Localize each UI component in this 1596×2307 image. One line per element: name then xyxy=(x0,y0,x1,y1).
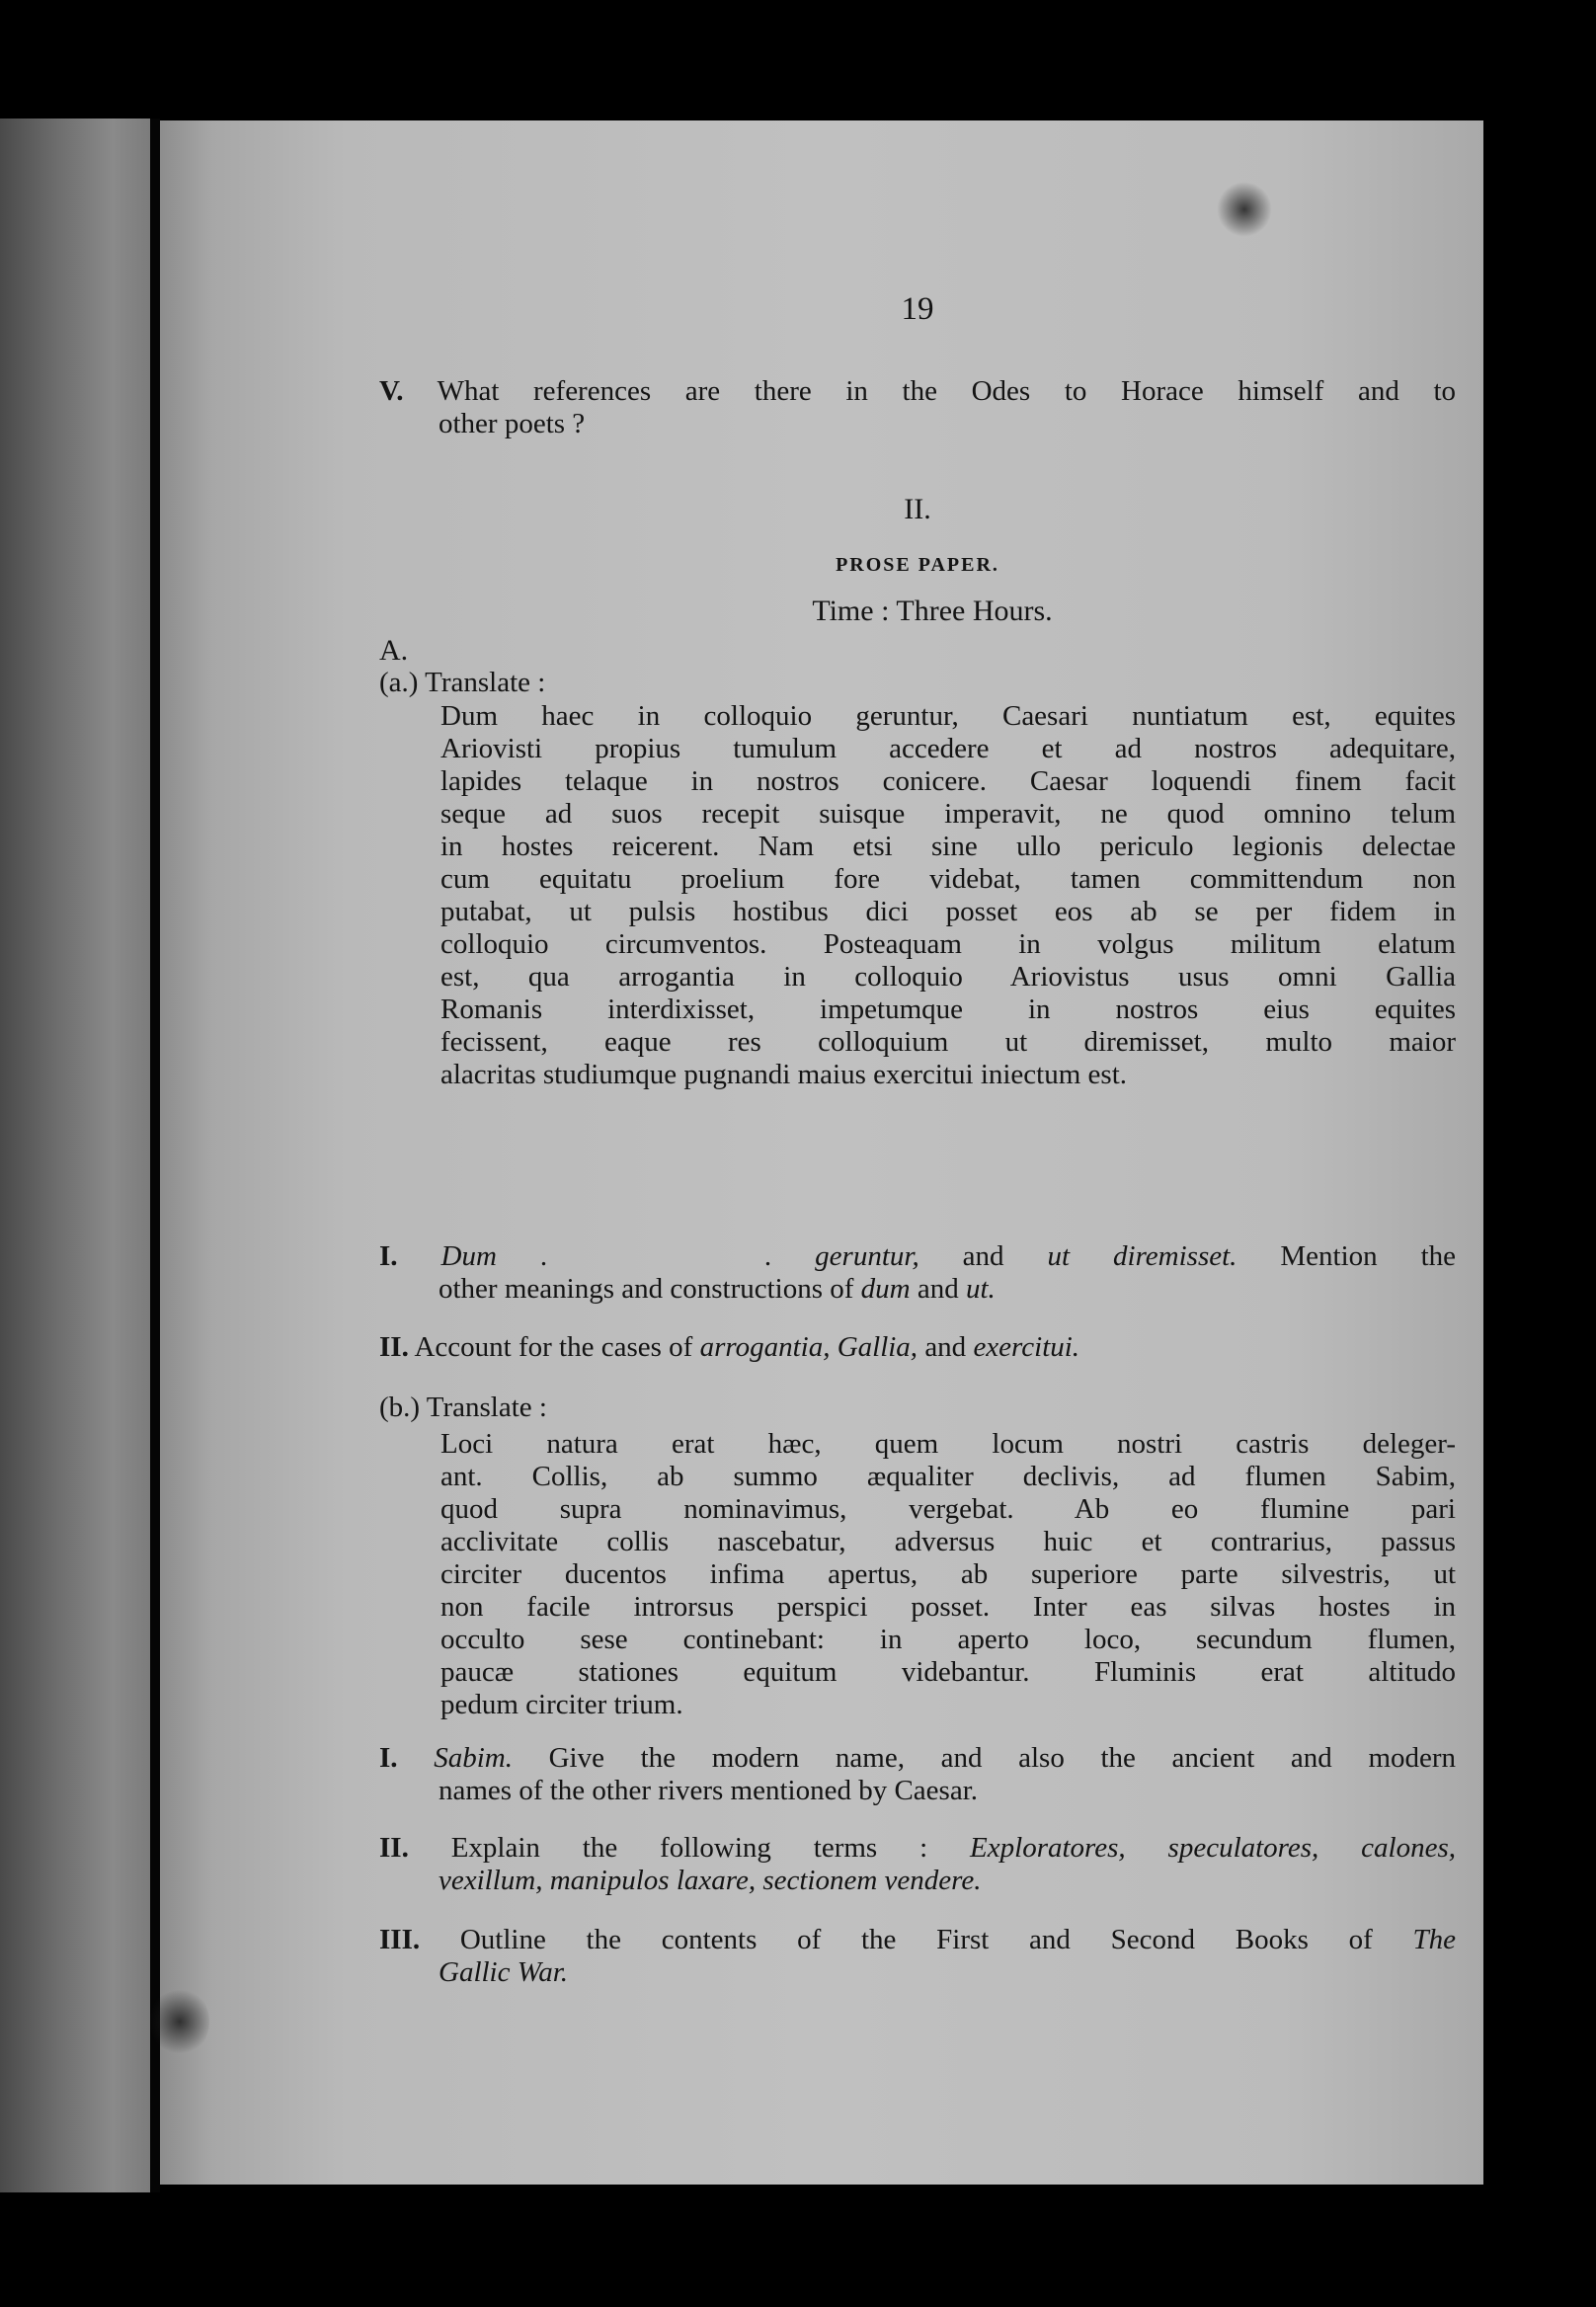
document-page xyxy=(160,120,1483,2185)
latin-word: arrogantia, xyxy=(699,1331,831,1363)
passage-line: alacritas studiumque pugnandi maius exercitui iniectum est. xyxy=(440,1059,1128,1090)
page-number: 19 xyxy=(901,291,934,327)
translate-a-label: (a.) Translate : xyxy=(379,667,546,698)
latin-word: Dum xyxy=(440,1240,497,1272)
passage-line: non facile introrsus perspici posset. Inter eas silvas hostes in xyxy=(440,1591,1456,1623)
question-text: Account for the cases of xyxy=(414,1331,693,1363)
passage-line: putabat, ut pulsis hostibus dici posset eos ab se per fidem in xyxy=(440,896,1456,927)
passage-line: acclivitate collis nascebatur, adversus huic et contrarius, passus xyxy=(440,1526,1456,1557)
question-numeral: V. xyxy=(379,375,404,407)
paper-title: PROSE PAPER. xyxy=(836,554,999,576)
passage-line: circiter ducentos infima apertus, ab superiore parte silvestris, ut xyxy=(440,1558,1456,1590)
question-b-3 xyxy=(379,1924,1456,1989)
latin-terms: vexillum, manipulos laxare, sectionem vendere. xyxy=(439,1865,982,1896)
passage-line: cum equitatu proelium fore videbat, tamen committendum non xyxy=(440,863,1456,895)
question-numeral: I. xyxy=(379,1240,398,1272)
passage-line: Ariovisti propius tumulum accedere et ad nostros adequitare, xyxy=(440,733,1456,764)
latin-word: ut diremisset. xyxy=(1047,1240,1237,1272)
time-allowed: Time : Three Hours. xyxy=(812,595,1053,627)
passage-line: Dum haec in colloquio geruntur, Caesari nuntiatum est, equites xyxy=(440,700,1456,732)
question-text: Give the modern name, and also the ancient and modern xyxy=(548,1742,1457,1774)
ink-smudge xyxy=(150,1987,209,2056)
passage-line: lapides telaque in nostros conicere. Caesar loquendi finem facit xyxy=(440,765,1456,797)
passage-line: occulto sese continebant: in aperto loco, secundum flumen, xyxy=(440,1624,1456,1655)
question-text-continued: other poets ? xyxy=(439,408,586,439)
passage-line: ant. Collis, ab summo æqualiter declivis, ad flumen Sabim, xyxy=(440,1461,1456,1492)
question-text: other meanings and constructions of xyxy=(439,1273,854,1305)
facing-page-edge xyxy=(0,119,150,2192)
passage-line: fecissent, eaque res colloquium ut diremisset, multo maior xyxy=(440,1026,1456,1058)
question-text-continued: names of the other rivers mentioned by Caesar. xyxy=(439,1775,979,1806)
book-title: The xyxy=(1412,1924,1457,1955)
latin-word: exercitui. xyxy=(973,1331,1080,1363)
passage-line: pedum circiter trium. xyxy=(440,1689,683,1720)
latin-passage-a xyxy=(440,700,1456,1091)
connector: and xyxy=(917,1273,959,1305)
part-label: A. xyxy=(379,634,409,667)
passage-line: colloquio circumventos. Posteaquam in volgus militum elatum xyxy=(440,928,1456,960)
section-numeral: II. xyxy=(904,493,931,525)
question-numeral: II. xyxy=(379,1832,409,1864)
passage-line: quod supra nominavimus, vergebat. Ab eo flumine pari xyxy=(440,1493,1456,1525)
question-text: Mention the xyxy=(1280,1240,1457,1272)
ellipsis: . . xyxy=(539,1240,772,1272)
question-b-2 xyxy=(379,1832,1456,1897)
latin-word: dum xyxy=(860,1273,911,1305)
latin-word: ut. xyxy=(965,1273,996,1305)
passage-line: est, qua arrogantia in colloquio Ariovistus usus omni Gallia xyxy=(440,961,1456,993)
passage-line: paucæ stationes equitum videbantur. Fluminis erat altitudo xyxy=(440,1656,1456,1688)
passage-line: seque ad suos recepit suisque imperavit, ne quod omnino telum xyxy=(440,798,1456,830)
latin-word: Sabim. xyxy=(434,1742,513,1774)
connector: and xyxy=(962,1240,1004,1272)
question-text: Outline the contents of the First and Second Books of xyxy=(459,1924,1373,1955)
passage-line: Romanis interdixisset, impetumque in nostros eius equites xyxy=(440,994,1456,1025)
question-numeral: I. xyxy=(379,1742,398,1774)
latin-passage-b xyxy=(440,1428,1456,1721)
question-text: What references are there in the Odes to Horace himself and to xyxy=(437,375,1456,407)
latin-terms: Exploratores, speculatores, calones, xyxy=(970,1832,1457,1864)
book-title: Gallic War. xyxy=(439,1956,569,1988)
book-gutter xyxy=(150,119,160,2192)
translate-b-label: (b.) Translate : xyxy=(379,1392,547,1423)
question-text: Explain the following terms : xyxy=(450,1832,928,1864)
ink-smudge xyxy=(1217,182,1272,237)
question-v xyxy=(379,375,1456,440)
question-a-1 xyxy=(379,1240,1456,1306)
passage-line: Loci natura erat hæc, quem locum nostri castris deleger- xyxy=(440,1428,1456,1460)
connector: and xyxy=(924,1331,967,1363)
latin-word: Gallia, xyxy=(837,1331,918,1363)
passage-line: in hostes reicerent. Nam etsi sine ullo periculo legionis delectae xyxy=(440,831,1456,862)
question-numeral: III. xyxy=(379,1924,421,1955)
question-b-1 xyxy=(379,1742,1456,1807)
question-numeral: II. xyxy=(379,1331,409,1363)
latin-word: geruntur, xyxy=(815,1240,919,1272)
question-a-2 xyxy=(379,1331,1456,1364)
